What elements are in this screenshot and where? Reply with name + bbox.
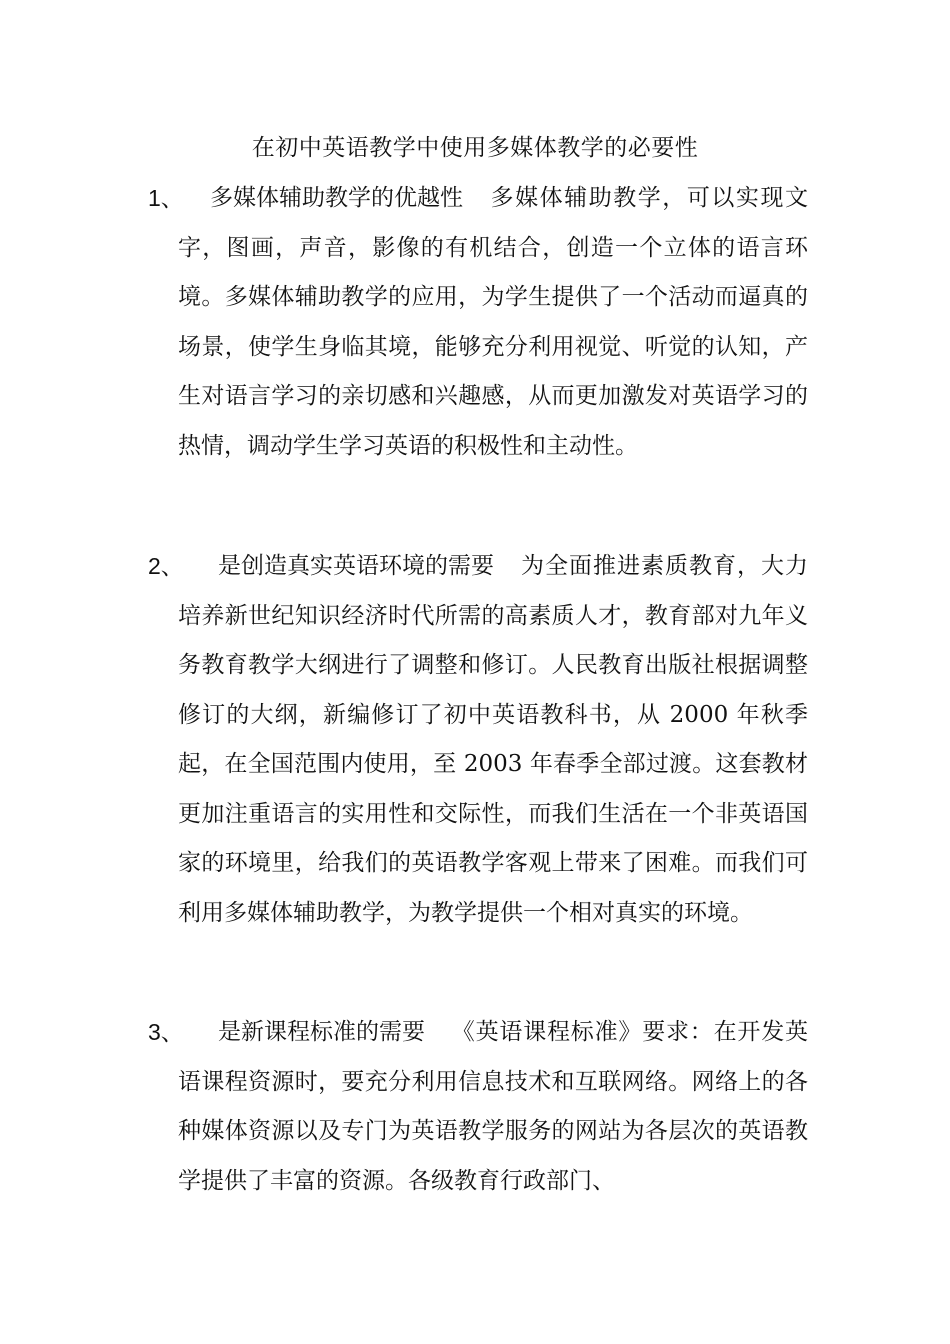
section-paragraph: [178, 1008, 808, 1206]
section-heading: 多媒体辅助教学的优越性: [210, 185, 463, 211]
section-body: 《英语课程标准》要求：在开发英语课程资源时，要充分利用信息技术和互联网络。网络上的各种媒体资源以及专门为英语教学服务的网站为各层次的英语教学提供了丰富的资源。各级教育行政部门、: [178, 1019, 808, 1194]
document-title: 在初中英语教学中使用多媒体教学的必要性: [251, 135, 699, 161]
section-number: 3、: [148, 1019, 184, 1045]
section-3: [148, 1008, 813, 1206]
section-body: 多媒体辅助教学，可以实现文字，图画，声音，影像的有机结合，创造一个立体的语言环境。多媒体辅助教学的应用，为学生提供了一个活动而逼真的场景，使学生身临其境，能够充分利用视觉、听觉的认知，产生对语言学习的亲切感和兴趣感，从而更加激发对英语学习的热情，调动学生学习英语的积极性和主动性。: [178, 185, 808, 459]
section-number: 1、: [148, 185, 184, 211]
section-paragraph: [178, 174, 808, 471]
section-2: [148, 542, 813, 938]
section-number: 2、: [148, 553, 184, 579]
section-paragraph: [178, 542, 808, 938]
section-heading: 是新课程标准的需要: [218, 1019, 425, 1045]
section-body: 为全面推进素质教育，大力培养新世纪知识经济时代所需的高素质人才，教育部对九年义务教育教学大纲进行了调整和修订。人民教育出版社根据调整修订的大纲，新编修订了初中英语教科书，从 2000 年秋季起，在全国范围内使用，至 2003 年春季全部过渡。这套教材更加注重语言的实用性和交际性，而我们生活在一个非英语国家的环境里，给我们的英语教学客观上带来了困难。而我们可利用多媒体辅助教学，为教学提供一个相对真实的环境。: [178, 553, 808, 926]
section-heading: 是创造真实英语环境的需要: [218, 553, 494, 579]
section-1: [148, 174, 813, 471]
